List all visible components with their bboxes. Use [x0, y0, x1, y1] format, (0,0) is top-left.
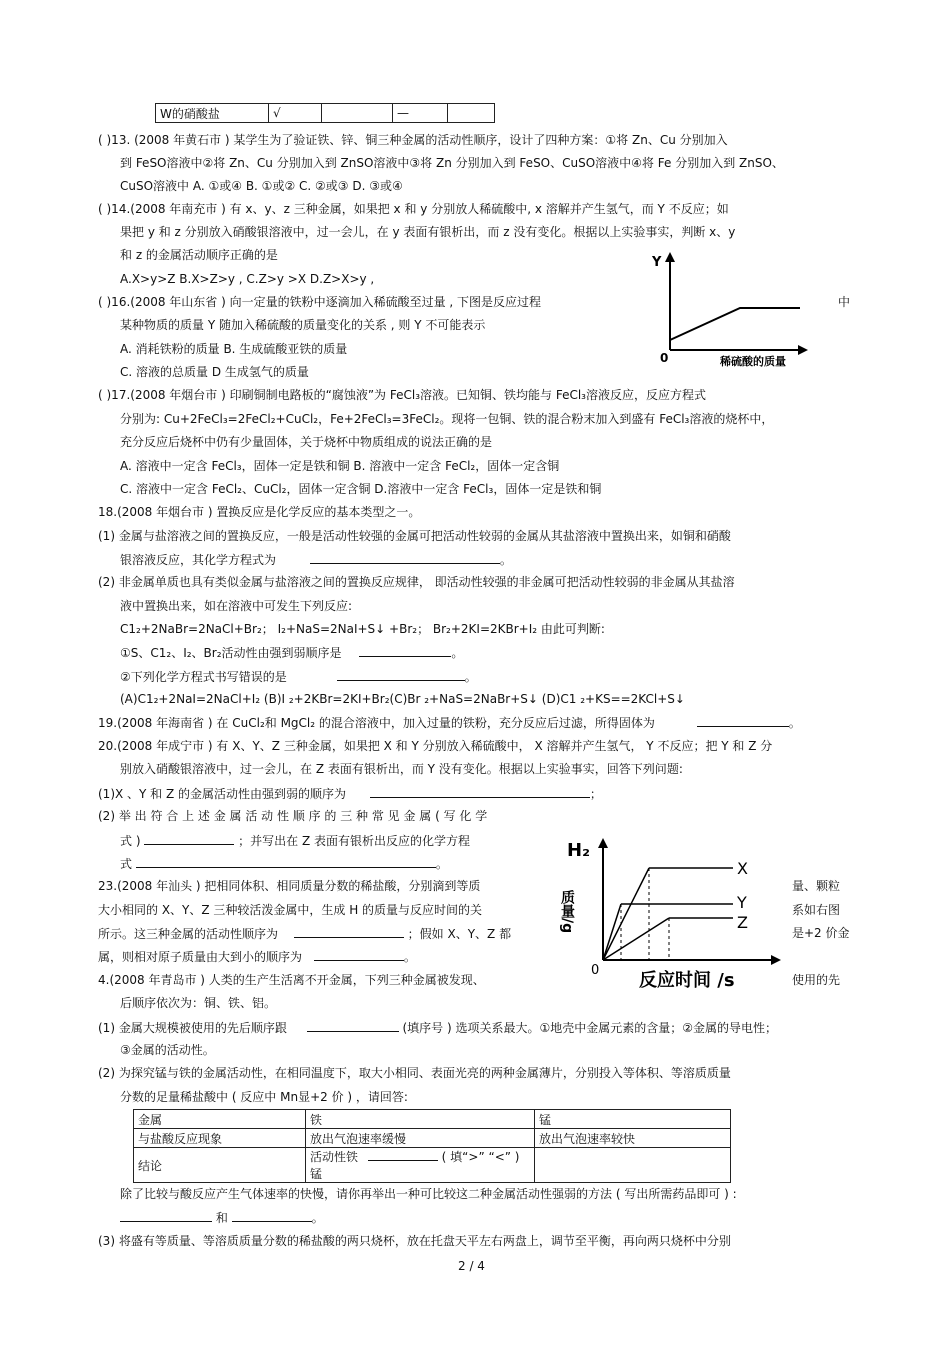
- q4-table: [133, 1109, 731, 1183]
- q23-line4: 属，则相对原子质量由大到小的顺序为 。: [98, 950, 416, 964]
- q4-line1b: 使用的先: [792, 973, 841, 987]
- q20-line1: 20.(2008 年成宁市 ) 有 X、Y、Z 三种金属，如果把 X 和 Y 分别放入稀硫酸中， X 溶解并产生氢气， Y 不反应；把 Y 和 Z 分: [98, 739, 773, 753]
- answer-blank[interactable]: [368, 1148, 438, 1161]
- q17-line1: ( )17.(2008 年烟台市 ) 印刷铜制电路板的“腐蚀液”为 FeCl₃溶液。已知铜、铁均能与 FeCl₃溶液反应，反应方程式: [98, 388, 706, 402]
- q18-line8: ②下列化学方程式书写错误的是 。: [120, 670, 477, 684]
- q20-line6-text: 式: [120, 857, 133, 871]
- answer-blank[interactable]: [232, 1209, 312, 1222]
- q20-line6: 式 。: [120, 857, 448, 871]
- top-table-cell: √: [269, 104, 322, 123]
- q4-table-cell: 放出气泡速率较快: [535, 1129, 731, 1148]
- q4-table-cell: 结论: [134, 1148, 306, 1183]
- q18-line3-text: 银溶液反应，其化学方程式为: [120, 553, 277, 567]
- q19-line1: 19.(2008 年海南省 ) 在 CuCl₂和 MgCl₂ 的混合溶液中，加入过量的铁粉，充分反应后过滤，所得固体为 。: [98, 716, 801, 730]
- q4-table-cell: 与盐酸反应现象: [134, 1129, 306, 1148]
- q16-line2: 某种物质的质量 Y 随加入稀硫酸的质量变化的关系 , 则 Y 不可能表示: [120, 318, 486, 332]
- q4-line1: 4.(2008 年青岛市 ) 人类的生产生活离不开金属，下列三种金属被发现、: [98, 973, 485, 987]
- q4-line3a-text: (1) 金属大规模被使用的先后顺序跟: [98, 1021, 287, 1035]
- answer-blank[interactable]: [337, 668, 465, 681]
- q19-line1-text: 19.(2008 年海南省 ) 在 CuCl₂和 MgCl₂ 的混合溶液中，加入过量的铁粉，充分反应后过滤，所得固体为: [98, 716, 655, 730]
- q20-line5b-text: ；并写出在 Z 表面有银析出反应的化学方程: [238, 834, 471, 848]
- graph2-series-z: Z: [737, 913, 748, 932]
- q23-line3-text: 所示。这三种金属的活动性顺序为: [98, 927, 279, 941]
- q4-line6: 分数的足量稀盐酸中 ( 反应中 Mn显+2 价 ) ，请回答:: [120, 1090, 408, 1104]
- q17-line3: 充分反应后烧杯中仍有少量固体，关于烧杯中物质组成的说法正确的是: [120, 435, 493, 449]
- q4-table-cell: [306, 1148, 535, 1183]
- q4-table-cell: 锰: [535, 1110, 731, 1129]
- top-table-cell: —: [393, 104, 448, 123]
- answer-blank[interactable]: [307, 1019, 399, 1032]
- q16-line1: ( )16.(2008 年山东省 ) 向一定量的铁粉中逐滴加入稀硫酸至过量 , 下图是反应过程: [98, 295, 542, 309]
- q4-line3: [98, 1019, 777, 1036]
- q18-line5: 液中置换出来，如在溶液中可发生下列反应:: [120, 599, 353, 613]
- q4-line3b-text: (填序号 ) 选项关系最大。①地壳中金属元素的含量；②金属的导电性；: [402, 1021, 777, 1035]
- answer-blank[interactable]: [314, 948, 404, 961]
- q23-line4-text: 属，则相对原子质量由大到小的顺序为: [98, 950, 303, 964]
- graph2-origin: 0: [591, 963, 600, 978]
- graph2-ylabel: 质量/g: [559, 890, 575, 934]
- q18-line8-text: ②下列化学方程式书写错误的是: [120, 670, 287, 684]
- q4-line8b-text: 和: [215, 1211, 228, 1225]
- q23-line1b: 量、颗粒: [792, 879, 841, 893]
- q16-line4: C. 溶液的总质量 D 生成氢气的质量: [120, 365, 309, 379]
- q18-line4: (2) 非金属单质也具有类似金属与盐溶液之间的置换反应规律， 即活动性较强的非金属可把活动性较弱的非金属从其盐溶: [98, 575, 735, 589]
- q4-line8: 和 。: [120, 1209, 324, 1226]
- q4-line4: ③金属的活动性。: [120, 1043, 215, 1057]
- q14-line4: A.X>y>Z B.X>Z>y , C.Z>y >X D.Z>X>y ,: [120, 272, 375, 286]
- q13-line1: ( )13. (2008 年黄石市 ) 某学生为了验证铁、锌、铜三种金属的活动性顺序，设计了四种方案：①将 Zn、Cu 分别加入: [98, 133, 728, 147]
- q23-line2: 大小相同的 X、Y、Z 三种较活泼金属中，生成 H 的质量与反应时间的关: [98, 903, 483, 917]
- q23-line3c: 是+2 价金: [792, 926, 850, 940]
- q4-table-cell: 放出气泡速率缓慢: [306, 1129, 535, 1148]
- q23-line1: 23.(2008 年汕头 ) 把相同体积、相同质量分数的稀盐酸，分别滴到等质: [98, 879, 481, 893]
- q4-line7: 除了比较与酸反应产生气体速率的快慢，请你再举出一种可比较这二种金属活动性强弱的方法 ( 写出所需药品即可 ) :: [120, 1187, 737, 1201]
- q17-line2: 分别为: Cu+2FeCl₃=2FeCl₂+CuCl₂，Fe+2FeCl₃=3FeCl₂。现将一包铜、铁的混合粉末加入到盛有 FeCl₃溶液的烧杯中，: [120, 412, 774, 426]
- q18-line2: (1) 金属与盐溶液之间的置换反应，一般是活动性较强的金属可把活动性较弱的金属从其盐溶液中置换出来，如铜和硝酸: [98, 529, 731, 543]
- q17-line4: A. 溶液中一定含 FeCl₃，固体一定是铁和铜 B. 溶液中一定含 FeCl₂，固体一定含铜: [120, 459, 560, 473]
- q18-line7: ①S、C1₂、I₂、Br₂活动性由强到弱顺序是 。: [120, 646, 464, 660]
- q18-line9: (A)C1₂+2NaI=2NaCl+I₂ (B)I ₂+2KBr=2KI+Br₂(C)Br ₂+NaS=2NaBr+S↓ (D)C1 ₂+KS==2KCl+S↓: [120, 692, 685, 706]
- q18-line1: 18.(2008 年烟台市 ) 置换反应是化学反应的基本类型之一。: [98, 505, 421, 519]
- q14-line1: ( )14.(2008 年南充市 ) 有 x、y、z 三种金属，如果把 x 和 y 分别放人稀硫酸中, x 溶解并产生氢气，而 Y 不反应；如: [98, 202, 729, 216]
- q20-line3: (1)X 、Y 和 Z 的金属活动性由强到弱的顺序为 ；: [98, 787, 602, 801]
- graph2-xlabel: 反应时间 /s: [639, 970, 735, 991]
- q23-line3: [98, 925, 511, 942]
- top-table-cell: [322, 104, 393, 123]
- q20-line2: 别放入硝酸银溶液中，过一会儿，在 Z 表面有银析出，而 Y 没有变化。根据以上实验事实，回答下列问题:: [120, 762, 683, 776]
- graph2-series-y: Y: [737, 893, 747, 912]
- top-table-cell: W的硝酸盐: [156, 104, 269, 123]
- top-table-cell: [448, 104, 495, 123]
- q23-graph: [559, 830, 787, 991]
- answer-blank[interactable]: [120, 1209, 212, 1222]
- graph1-ylabel: Y: [652, 255, 662, 270]
- graph1-xlabel: 稀硫酸的质量: [720, 355, 786, 368]
- q4-table-text: ( 填“>” “<” ) 锰: [310, 1150, 520, 1181]
- graph1-origin: 0: [660, 351, 669, 365]
- q23-line2b: 系如右图: [792, 903, 841, 917]
- answer-blank[interactable]: [136, 855, 436, 868]
- q18-line7-text: ①S、C1₂、I₂、Br₂活动性由强到弱顺序是: [120, 646, 342, 660]
- q4-table-cell: [535, 1148, 731, 1183]
- q4-table-cell: 金属: [134, 1110, 306, 1129]
- q16-line1b: 中: [838, 295, 851, 309]
- q14-line2: 果把 y 和 z 分别放入硝酸银溶液中，过一会儿，在 y 表面有银析出，而 z 没有变化。根据以上实验事实，判断 x、y: [120, 225, 736, 239]
- answer-blank[interactable]: [697, 714, 789, 727]
- q4-line5: (2) 为探究锰与铁的金属活动性，在相同温度下，取大小相同、表面光亮的两种金属薄片，分别投入等体积、等溶质质量: [98, 1066, 731, 1080]
- answer-blank[interactable]: [144, 832, 234, 845]
- graph2-series-x: X: [737, 859, 748, 878]
- q16-graph: [640, 250, 810, 370]
- q13-line3: CuSO溶液中 A. ①或④ B. ①或② C. ②或③ D. ③或④: [120, 179, 403, 193]
- q14-line3: 和 z 的金属活动顺序正确的是: [120, 248, 278, 262]
- q18-line6: C1₂+2NaBr=2NaCl+Br₂； I₂+NaS=2NaI+S↓ +Br₂； Br₂+2KI=2KBr+I₂ 由此可判断:: [120, 622, 605, 636]
- q4-line9: (3) 将盛有等质量、等溶质质量分数的稀盐酸的两只烧杯，放在托盘天平左右两盘上，调节至平衡，再向两只烧杯中分别: [98, 1234, 731, 1248]
- q20-line4: (2) 举 出 符 合 上 述 金 属 活 动 性 顺 序 的 三 种 常 见 金 属 ( 写 化 学: [98, 809, 488, 823]
- q17-line5: C. 溶液中一定含 FeCl₂、CuCl₂，固体一定含铜 D.溶液中一定含 FeCl₃，固体一定是铁和铜: [120, 482, 602, 496]
- q20-line5: [120, 832, 470, 849]
- answer-blank[interactable]: [359, 644, 451, 657]
- top-table: [155, 103, 495, 123]
- q23-line3b-text: ；假如 X、Y、Z 都: [407, 927, 512, 941]
- q20-line5-text: 式 ): [120, 834, 141, 848]
- answer-blank[interactable]: [310, 551, 500, 564]
- q18-line3: 银溶液反应，其化学方程式为 。: [120, 553, 512, 567]
- q4-table-cell: 铁: [306, 1110, 535, 1129]
- q4-line2: 后顺序依次为：铜、铁、铝。: [120, 996, 277, 1010]
- page-number: 2 / 4: [458, 1259, 485, 1273]
- answer-blank[interactable]: [370, 785, 590, 798]
- answer-blank[interactable]: [294, 925, 404, 938]
- q4-table-text: 活动性铁: [310, 1150, 359, 1164]
- q16-line3: A. 消耗铁粉的质量 B. 生成硫酸亚铁的质量: [120, 342, 348, 356]
- graph2-h2: H₂: [567, 840, 590, 861]
- q20-line3-text: (1)X 、Y 和 Z 的金属活动性由强到弱的顺序为: [98, 787, 347, 801]
- q13-line2: 到 FeSO溶液中②将 Zn、Cu 分别加入到 ZnSO溶液中③将 Zn 分别加入到 FeSO、CuSO溶液中④将 Fe 分别加入到 ZnSO、: [120, 156, 784, 170]
